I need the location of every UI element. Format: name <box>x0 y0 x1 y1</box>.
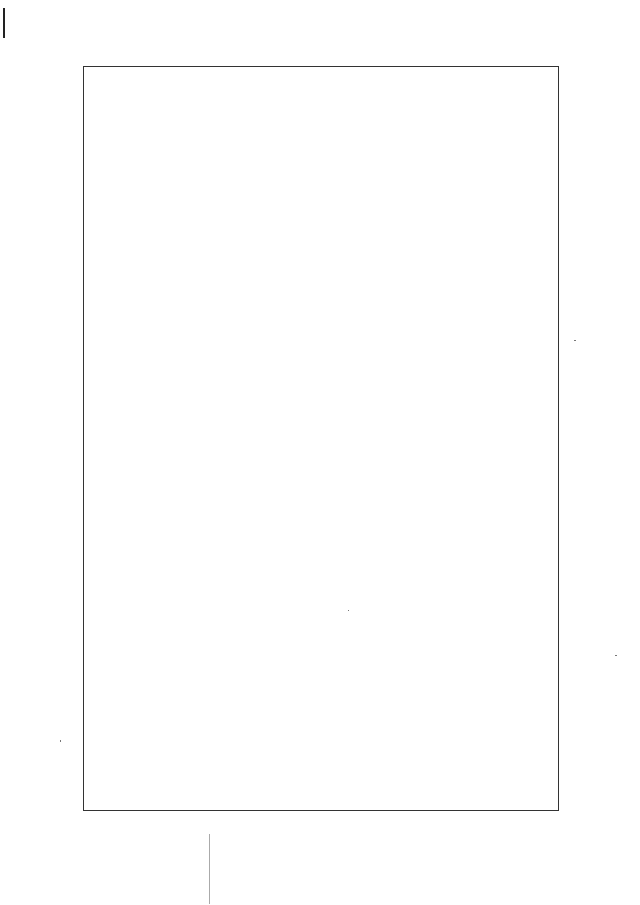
scan-speck <box>615 655 617 656</box>
bottom-scan-line <box>209 834 210 904</box>
scan-speck <box>574 340 576 341</box>
budget-table <box>83 66 559 811</box>
scan-speck <box>60 740 61 742</box>
left-edge-mark <box>3 8 5 38</box>
scan-speck <box>348 610 349 611</box>
